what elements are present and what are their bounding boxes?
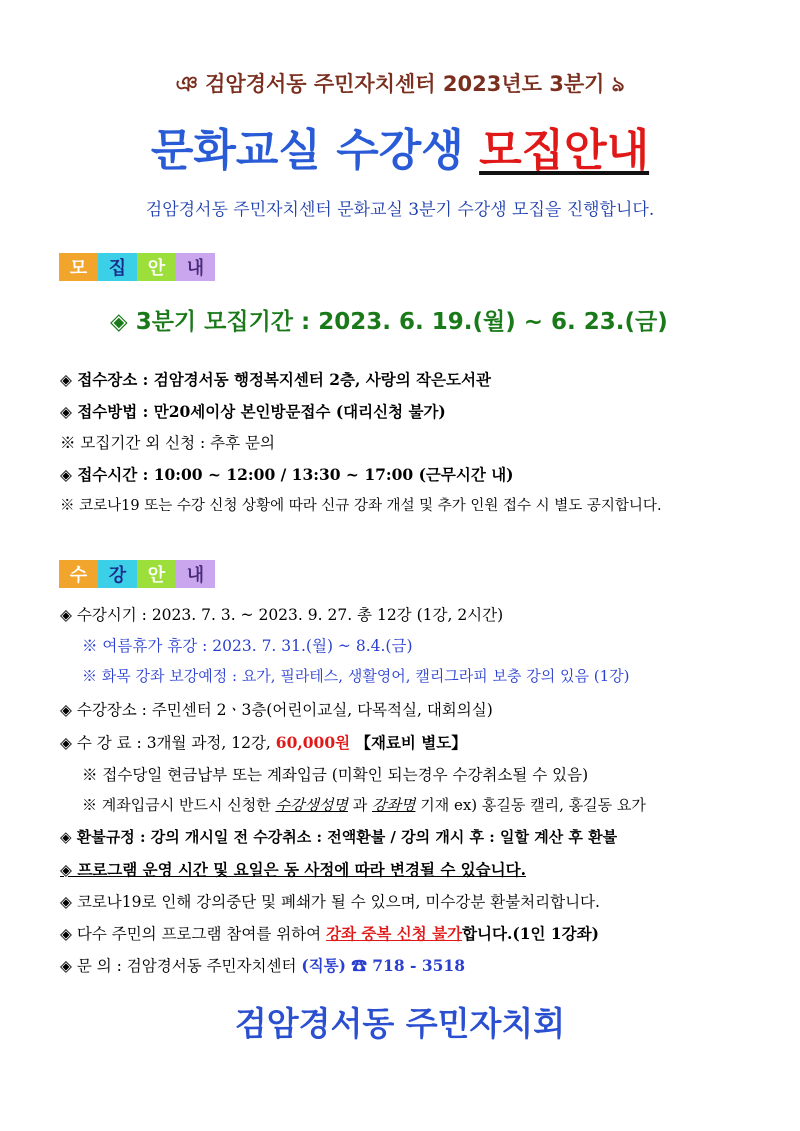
fee-amount: 60,000원 (275, 733, 351, 752)
schedule-change-note: ◈ 프로그램 운영 시간 및 요일은 동 사정에 따라 변경될 수 있습니다. (60, 860, 526, 879)
ornament-right-icon: ঌ (611, 72, 625, 96)
transfer-name: 수강생성명 (275, 796, 348, 814)
section2-badge-2: 강 (98, 560, 137, 588)
reception-place: ◈ 접수장소 : 검암경서동 행정복지센터 2층, 사랑의 작은도서관 (60, 370, 491, 389)
covid-notice: ※ 코로나19 또는 수강 신청 상황에 따라 신규 강좌 개설 및 추가 인원 접수 시 별도 공지합니다. (60, 498, 662, 514)
duplicate-prefix: ◈ 다수 주민의 프로그램 참여를 위하여 (60, 925, 327, 943)
inquiry (60, 954, 465, 976)
covid-refund-note: ◈ 코로나19로 인해 강의중단 및 폐쇄가 될 수 있으며, 미수강분 환불처리합니다. (60, 893, 600, 911)
duplicate-suffix: 합니다.(1인 1강좌) (462, 924, 599, 943)
course-location: ◈ 수강장소 : 주민센터 2ㆍ3층(어린이교실, 다목적실, 대회의실) (60, 701, 493, 719)
section1-badge-2: 집 (98, 253, 137, 281)
duplicate-note (60, 922, 599, 944)
duplicate-warning: 강좌 중복 신청 불가 (326, 924, 463, 943)
course-period: ◈ 수강시기 : 2023. 7. 3. ~ 2023. 9. 27. 총 12강 (1강, 2시간) (60, 606, 504, 624)
transfer-prefix: ※ 계좌입금시 반드시 신청한 (82, 796, 276, 814)
title-main: 문화교실 수강생 (150, 125, 480, 176)
transfer-course: 강좌명 (371, 796, 416, 814)
payment-note: ※ 접수당일 현금납부 또는 계좌입금 (미확인 되는경우 수강취소될 수 있음) (82, 766, 589, 784)
title-highlight: 모집안내 (479, 125, 650, 176)
section2-badge-row (59, 560, 215, 588)
makeup-class: ※ 화목 강좌 보강예정 : 요가, 필라테스, 생활영어, 캘리그라피 보충 강의 있음 (1강) (82, 667, 630, 685)
header-text: 검암경서동 주민자치센터 2023년도 3분기 (205, 72, 605, 96)
summer-break: ※ 여름휴가 휴강 : 2023. 7. 31.(월) ~ 8.4.(금) (82, 637, 413, 655)
page-title (0, 114, 800, 178)
section2-badge-1: 수 (59, 560, 98, 588)
ornament-left-icon: ঞ (175, 72, 198, 96)
header-line (0, 68, 800, 103)
reception-hours: ◈ 접수시간 : 10:00 ~ 12:00 / 13:30 ~ 17:00 (근무시간 내) (60, 465, 514, 484)
outside-period-note: ※ 모집기간 외 신청 : 추후 문의 (60, 434, 275, 452)
transfer-note (82, 794, 646, 815)
transfer-suffix: 기재 ex) 홍길동 캘리, 홍길동 요가 (415, 796, 646, 814)
fee-material-note: 【재료비 별도】 (350, 733, 467, 752)
refund-policy: ◈ 환불규정 : 강의 개시일 전 수강취소 : 전액환불 / 강의 개시 후 : 일할 계산 후 환불 (60, 828, 618, 846)
fee-label: ◈ 수 강 료 : 3개월 과정, 12강, (60, 734, 276, 752)
footer-organization: 검암경서동 주민자치회 (234, 1004, 566, 1043)
course-fee (60, 731, 467, 753)
inquiry-phone: (직통) ☎ 718 - 3518 (301, 956, 465, 975)
inquiry-label: ◈ 문 의 : 검암경서동 주민자치센터 (60, 957, 302, 975)
section2-badge-4: 내 (176, 560, 215, 588)
section1-badge-3: 안 (137, 253, 176, 281)
transfer-mid: 과 (347, 796, 372, 814)
intro-text: 검암경서동 주민자치센터 문화교실 3분기 수강생 모집을 진행합니다. (145, 200, 655, 220)
section1-badge-1: 모 (59, 253, 98, 281)
section1-badge-4: 내 (176, 253, 215, 281)
section1-badge-row (59, 253, 215, 281)
recruit-period: ◈ 3분기 모집기간 : 2023. 6. 19.(월) ~ 6. 23.(금) (110, 309, 668, 335)
reception-method: ◈ 접수방법 : 만20세이상 본인방문접수 (대리신청 불가) (60, 402, 446, 421)
section2-badge-3: 안 (137, 560, 176, 588)
